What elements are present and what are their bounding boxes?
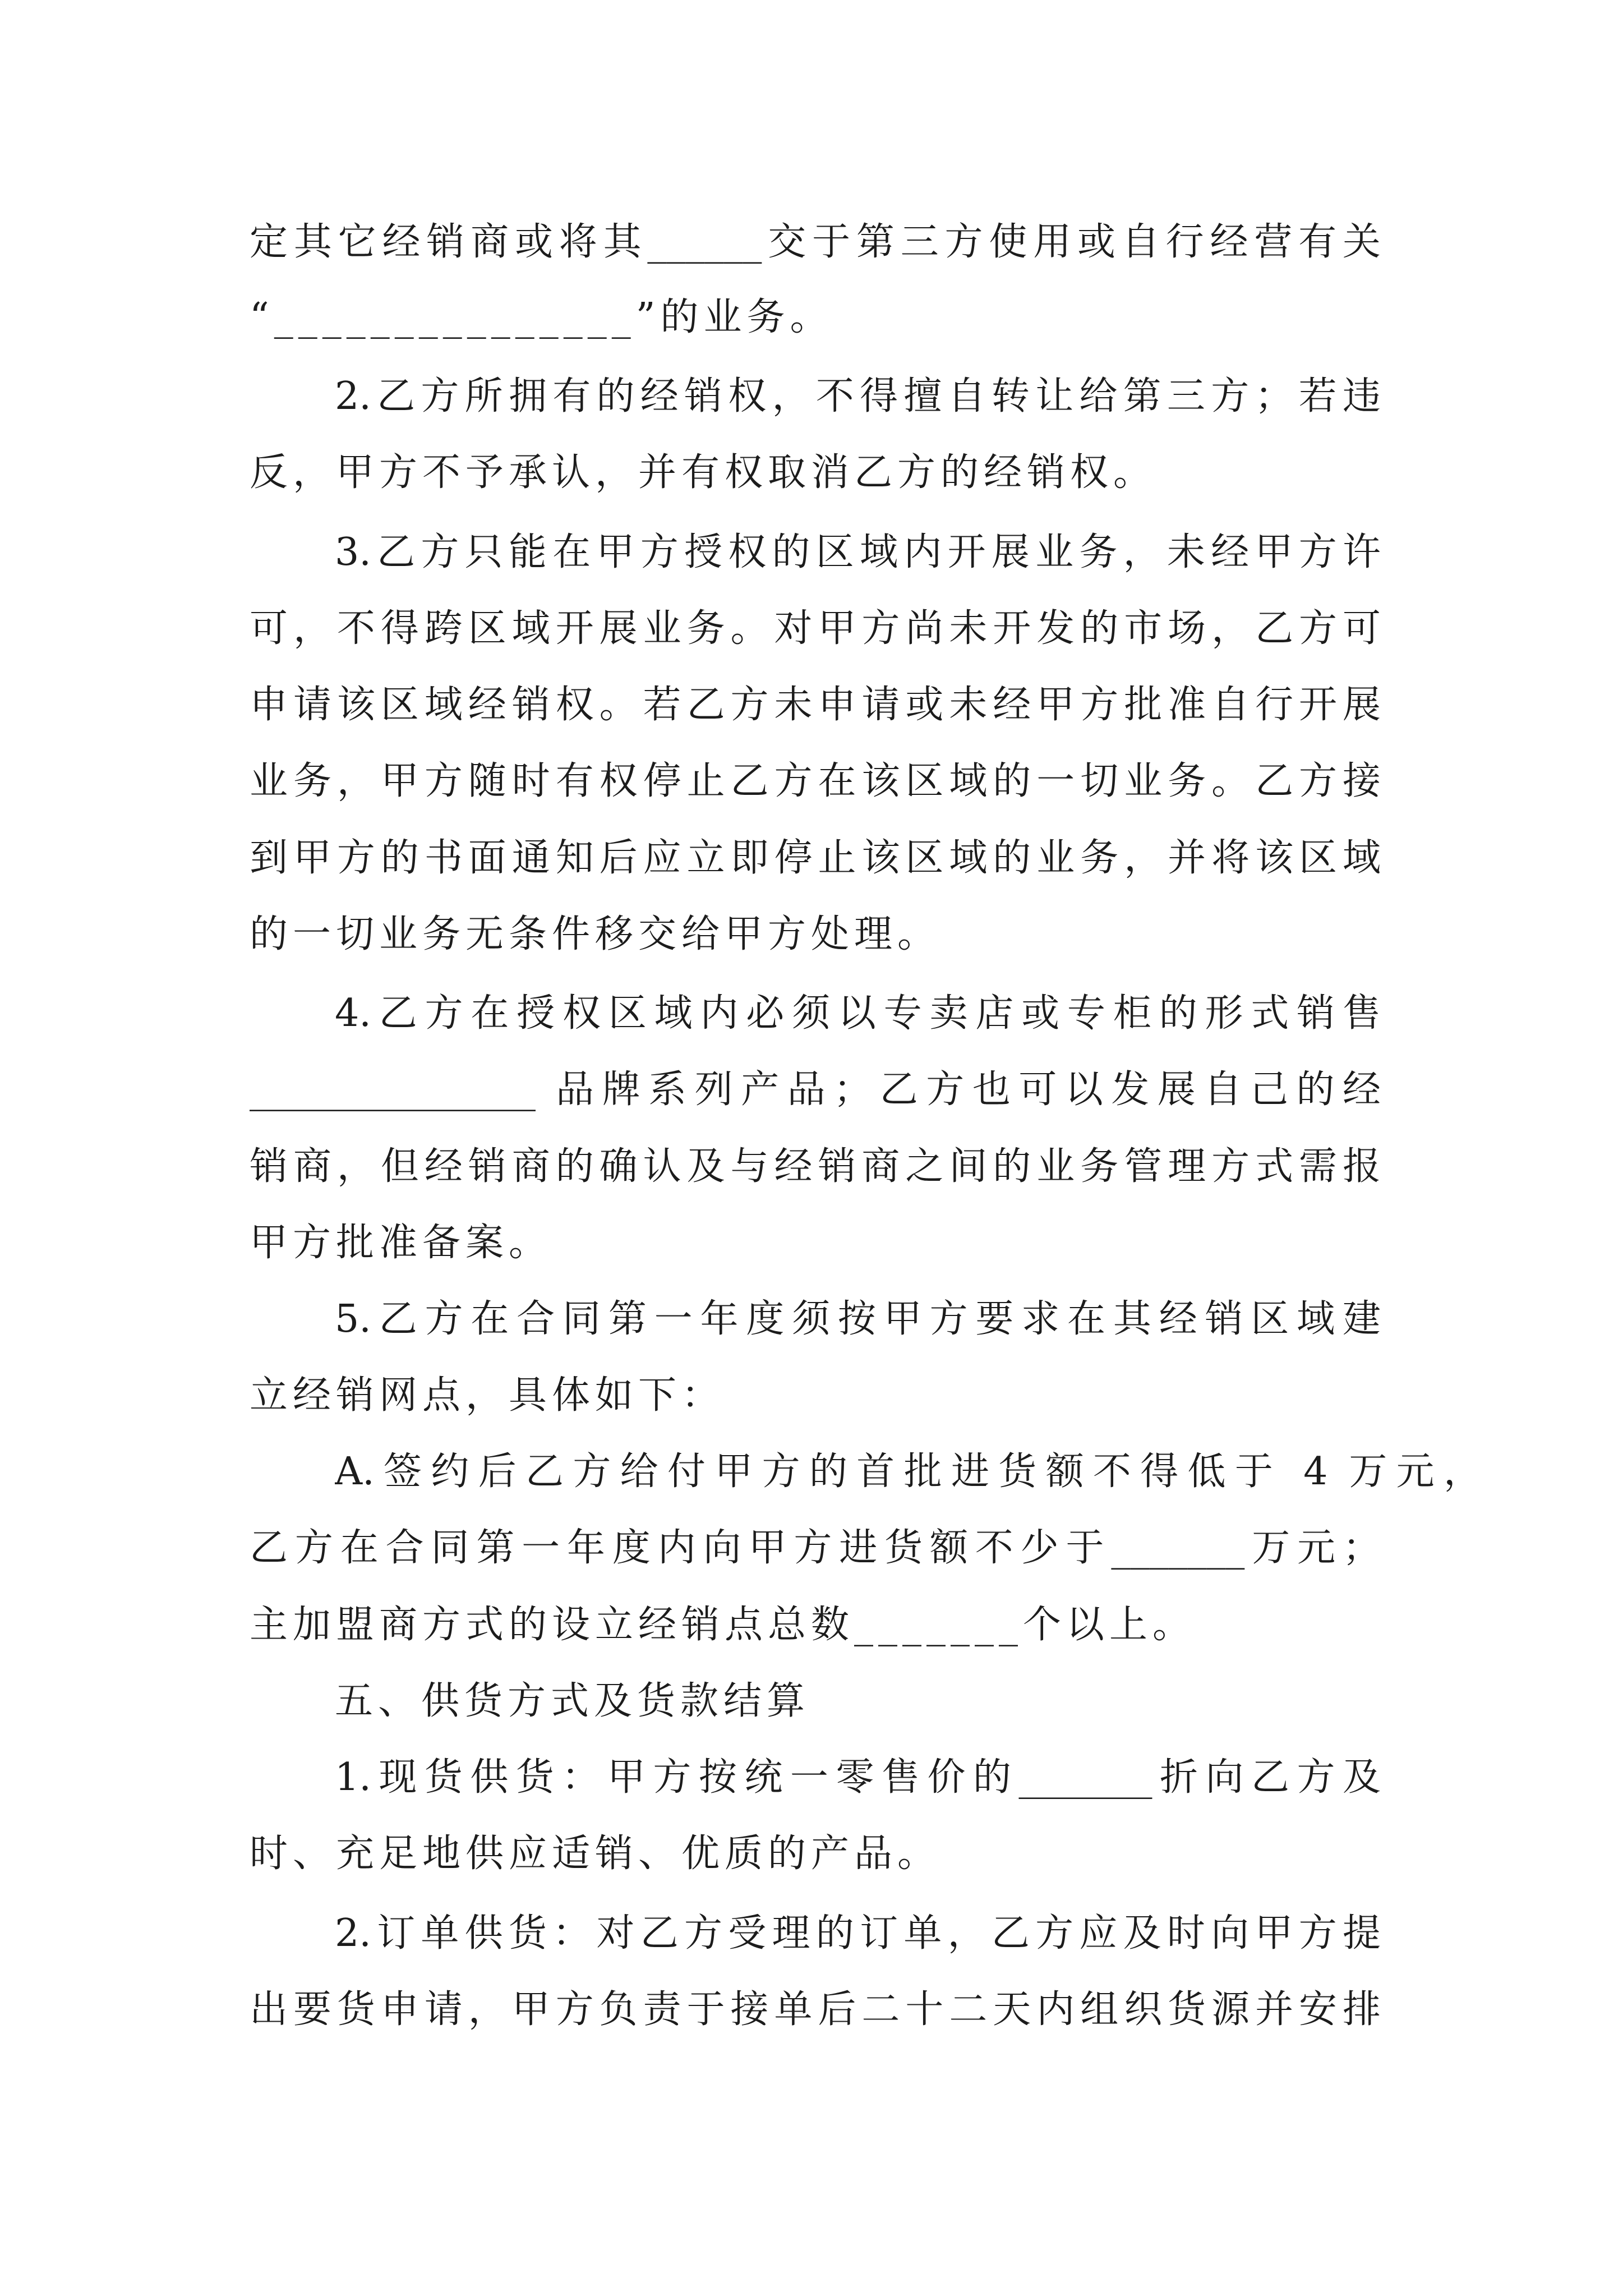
text-line: 2.乙方所拥有的经销权，不得擅自转让给第三方；若违 xyxy=(335,374,1381,418)
text-line: 反，甲方不予承认，并有权取消乙方的经销权。 xyxy=(250,450,1157,495)
text-line: A.签约后乙方给付甲方的首批进货额不得低于 4 万元， xyxy=(335,1450,1482,1494)
text-line: 到甲方的书面通知后应立即停止该区域的业务，并将该区域 xyxy=(250,836,1381,880)
text-line: “_______________”的业务。 xyxy=(250,295,833,339)
text-line: 业务，甲方随时有权停止乙方在该区域的一切业务。乙方接 xyxy=(250,759,1381,803)
text-line: 主加盟商方式的设立经销点总数_______个以上。 xyxy=(250,1603,1196,1647)
text-line: 时、充足地供应适销、优质的产品。 xyxy=(250,1832,941,1876)
text-line: 1.现货供货：甲方按统一零售价的_______折向乙方及 xyxy=(335,1755,1381,1800)
text-line: 申请该区域经销权。若乙方未申请或未经甲方批准自行开展 xyxy=(250,683,1381,727)
text-line: _______________ 品牌系列产品；乙方也可以发展自己的经 xyxy=(250,1068,1381,1112)
text-line: 4.乙方在授权区域内必须以专卖店或专柜的形式销售 xyxy=(335,991,1381,1036)
text-line: 的一切业务无条件移交给甲方处理。 xyxy=(250,912,941,956)
text-line: 可，不得跨区域开展业务。对甲方尚未开发的市场，乙方可 xyxy=(250,606,1381,651)
text-line: 2.订单供货：对乙方受理的订单，乙方应及时向甲方提 xyxy=(335,1911,1381,1955)
section-heading-text: 五、供货方式及货款结算 xyxy=(335,1679,810,1723)
text-line: 3.乙方只能在甲方授权的区域内开展业务，未经甲方许 xyxy=(335,530,1381,574)
text-line: 甲方批准备案。 xyxy=(250,1221,552,1265)
text-line: 出要货申请，甲方负责于接单后二十二天内组织货源并安排 xyxy=(250,1987,1381,2032)
text-line: 销商，但经销商的确认及与经销商之间的业务管理方式需报 xyxy=(250,1144,1381,1189)
text-line: 5.乙方在合同第一年度须按甲方要求在其经销区域建 xyxy=(335,1297,1381,1341)
text-line: 定其它经销商或将其______交于第三方使用或自行经营有关 xyxy=(250,220,1381,264)
text-line: 乙方在合同第一年度内向甲方进货额不少于_______万元； xyxy=(250,1526,1381,1570)
text-line: 立经销网点，具体如下： xyxy=(250,1373,725,1418)
